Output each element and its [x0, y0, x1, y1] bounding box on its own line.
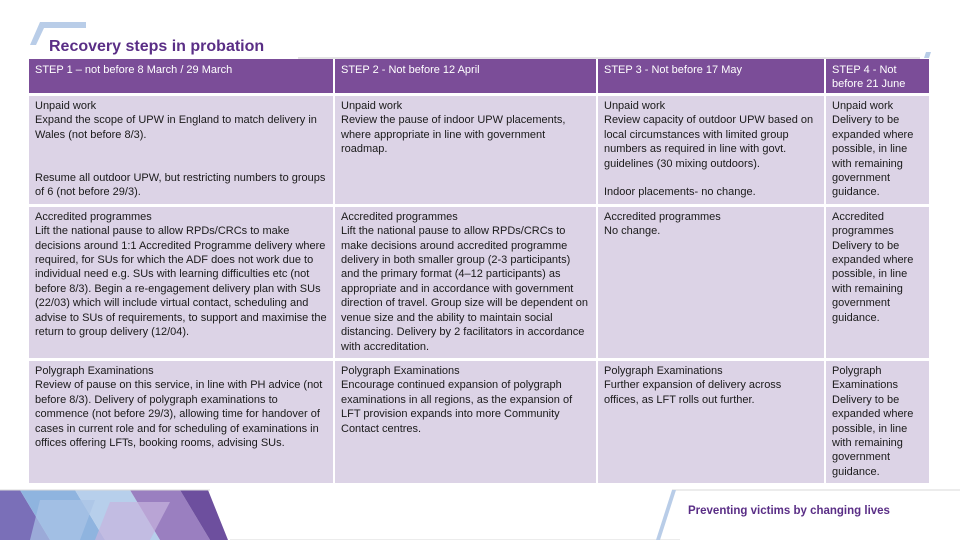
table-cell [334, 205, 597, 359]
footer-slogan: Preventing victims by changing lives [688, 505, 890, 517]
header-step-1: STEP 1 – not before 8 March / 29 March [29, 59, 334, 95]
recovery-steps-table [29, 59, 929, 483]
cell-text: Lift the national pause to allow RPDs/CRCs to make decisions around 1:1 Accredited Programme delivery where required, for SUs for which the ADF does not work due to individual need e.g. SUs with learning difficulties etc (not before 8/3). [35, 225, 326, 295]
table-cell [597, 95, 825, 206]
table-cell [597, 359, 825, 483]
table-cell [29, 205, 334, 359]
cell-heading: Accredited programmes [604, 210, 721, 223]
cell-heading: Accredited programmes [35, 210, 152, 223]
table-row [29, 359, 929, 483]
header-step-4: STEP 4 - Not before 21 June [825, 59, 929, 95]
table-header-row [29, 59, 929, 95]
cell-heading: Polygraph Examinations [832, 364, 899, 392]
cell-heading: Accredited programmes [341, 210, 458, 223]
cell-text: Resume all outdoor UPW, but restricting numbers to groups of 6 (not before 29/3). [35, 172, 326, 199]
table-cell [29, 359, 334, 483]
cell-heading: Polygraph Examinations [341, 364, 460, 377]
cell-text: No change. [604, 225, 661, 238]
table-cell [597, 205, 825, 359]
cell-heading: Polygraph Examinations [35, 364, 154, 377]
table-cell [825, 359, 929, 483]
table-cell [825, 205, 929, 359]
table-row [29, 205, 929, 359]
header-step-2: STEP 2 - Not before 12 April [334, 59, 597, 95]
cell-heading: Unpaid work [832, 100, 894, 112]
table-row [29, 95, 929, 206]
cell-text: Indoor placements- no change. [604, 186, 756, 199]
cell-heading: Accredited programmes [832, 210, 894, 238]
table-cell [334, 95, 597, 206]
cell-text: Begin a re-engagement delivery plan with SUs (22/03) which will include virtual contact, scheduling and advise to SUs of requirements, to support and maximise the return to group delivery (12/04). [35, 282, 327, 339]
cell-text: Review of pause on this service, in line with PH advice (not before 8/3). [35, 379, 323, 406]
table-cell [29, 95, 334, 206]
cell-text: Encourage continued expansion of polygraph examinations in all regions, as the expansion of LFT provision expands into more Community Contact centres. [341, 379, 573, 435]
table-cell [825, 95, 929, 206]
cell-text: Delivery of polygraph examinations to commence (not before 29/3), allowing time for handover of cases in current role and for scheduling of examinations in offices offering LFTs, booking rooms, advising SUs. [35, 393, 320, 449]
cell-heading: Polygraph Examinations [604, 364, 723, 377]
cell-text: Further expansion of delivery across offices, as LFT rolls out further. [604, 379, 782, 406]
cell-heading: Unpaid work [604, 100, 666, 112]
cell-text: Delivery to be expanded where possible, in line with remaining government guidance. [832, 239, 914, 324]
top-right-accent-shape [924, 52, 931, 58]
cell-text: Delivery to be expanded where possible, in line with remaining government guidance. [832, 393, 914, 478]
bottom-right-accent-shape [656, 490, 676, 540]
cell-text: Expand the scope of UPW in England to match delivery in Wales (not before 8/3). [35, 114, 317, 141]
cell-text: Review the pause of indoor UPW placements, where appropriate in line with government roadmap. [341, 114, 566, 156]
header-step-3: STEP 3 - Not before 17 May [597, 59, 825, 95]
page-title: Recovery steps in probation [49, 38, 265, 55]
cell-text: Lift the national pause to allow RPDs/CRCs to make decisions around accredited programme delivery in both smaller group (2-3 participants) and the primary format (4–12 participants) as appropriate and in accordance with government direction of travel. Group size will be dependent on venue size and the ability to maintain social distancing. Delivery by 2 facilitators in accordance with accreditation. [341, 225, 589, 353]
cell-heading: Unpaid work [35, 100, 97, 112]
cell-text: Delivery to be expanded where possible, in line with remaining government guidance. [832, 114, 914, 199]
cell-text: Review capacity of outdoor UPW based on local circumstances with limited group numbers as required in line with govt. guidelines (30 mixing outdoors). [604, 114, 814, 170]
table-cell [334, 359, 597, 483]
cell-heading: Unpaid work [341, 100, 403, 112]
